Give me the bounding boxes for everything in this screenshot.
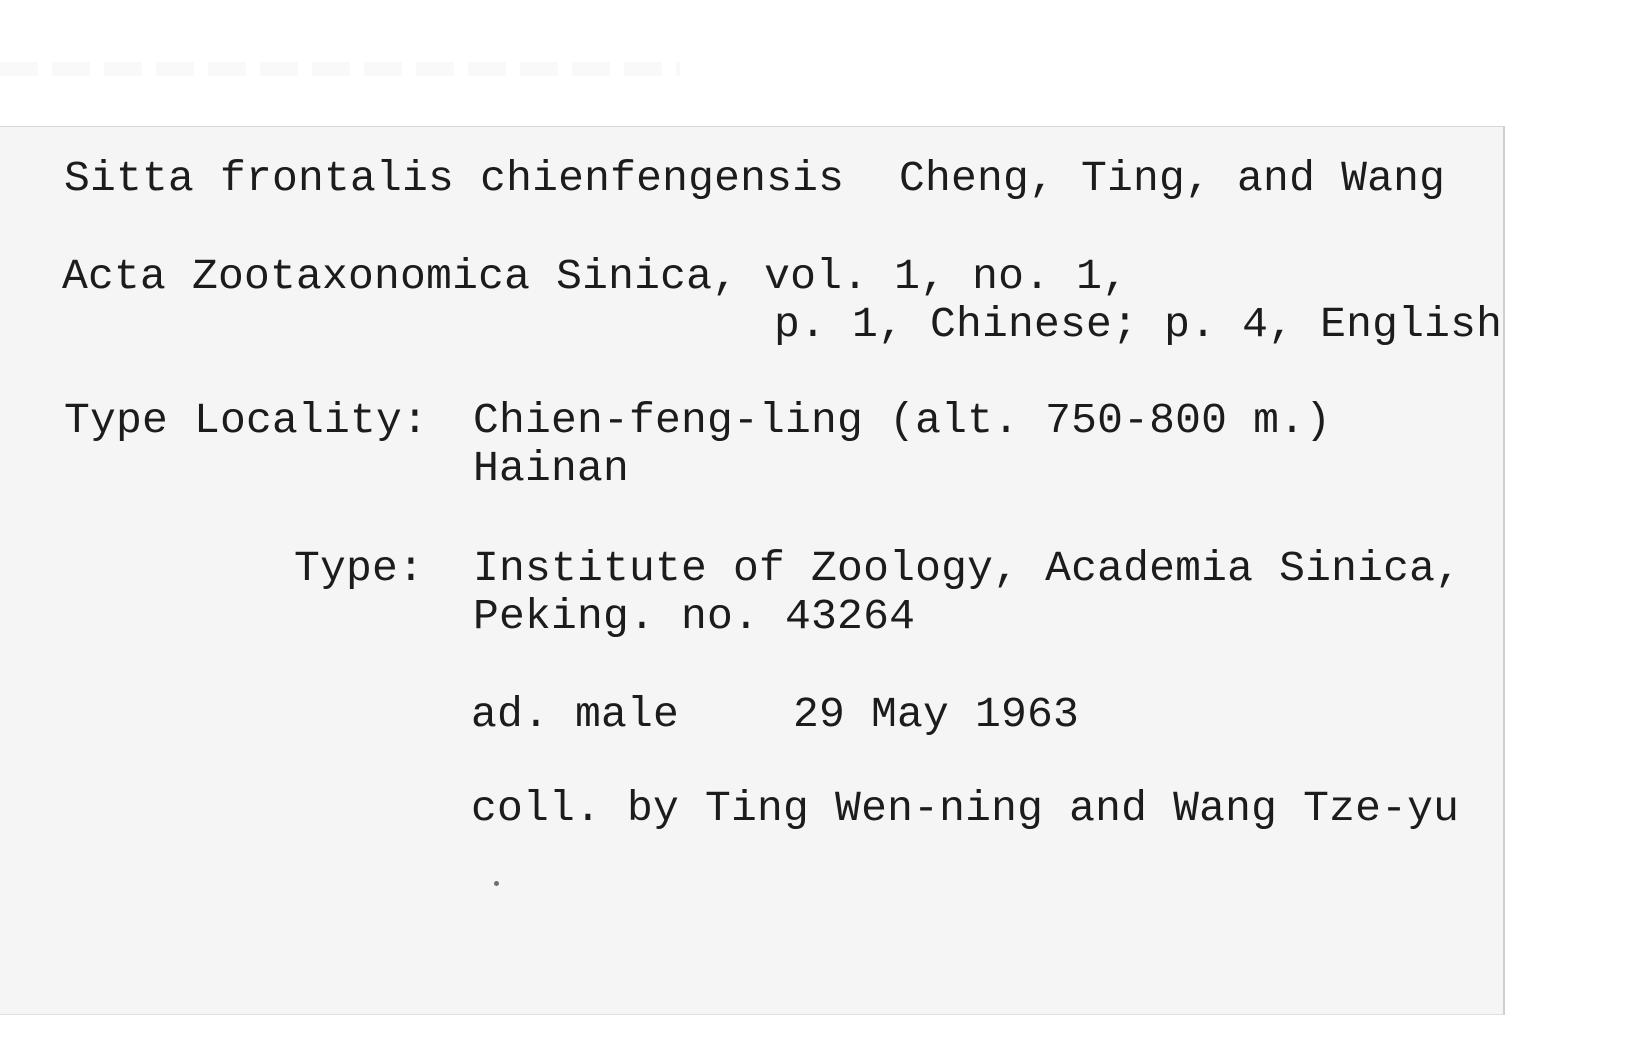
- citation-line-2: p. 1, Chinese; p. 4, English: [774, 300, 1503, 349]
- index-card: [0, 126, 1505, 1015]
- type-locality-line-2: Hainan: [473, 444, 630, 493]
- authors: Cheng, Ting, and Wang: [899, 154, 1446, 203]
- type-locality-line-1: Chien-feng-ling (alt. 750-800 m.): [473, 396, 1332, 445]
- type-locality-label: Type Locality:: [64, 396, 429, 445]
- type-line-2: Peking. no. 43264: [473, 592, 916, 641]
- type-line-1: Institute of Zoology, Academia Sinica,: [473, 544, 1462, 593]
- ink-speck: [494, 881, 499, 886]
- bleed-through-text: [0, 62, 680, 76]
- citation-line-1: Acta Zootaxonomica Sinica, vol. 1, no. 1,: [62, 252, 1129, 301]
- sex-age: ad. male: [471, 690, 680, 739]
- collector: coll. by Ting Wen-ning and Wang Tze-yu: [471, 784, 1460, 833]
- type-label: Type:: [294, 544, 425, 593]
- collection-date: 29 May 1963: [793, 690, 1080, 739]
- taxon-name: Sitta frontalis chienfengensis: [64, 154, 845, 203]
